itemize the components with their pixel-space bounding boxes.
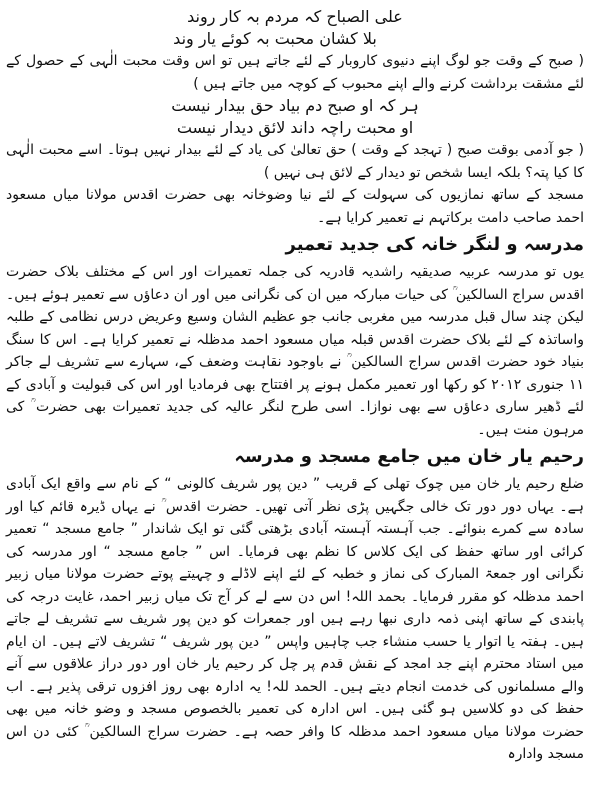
paragraph-rahim-yar-khan: ضلع رحیم یار خان میں چوک تھلی کے قریب ” دین پور شریف کالونی “ کے نام سے واقع ایک آبادی ہے۔ یہاں دور دور تک خالی جگہیں پڑی نظر آتی تھیں۔ حضرت اقدس ؒ نے یہاں ڈیرہ قائم کیا اور سادہ سے کمرے بنوائے۔ جب آہستہ آہستہ آبادی بڑھتی گئی تو ایک شاندار ” جامع مسجد “ تعمیر کرائی اور ساتھ حفظ کی ایک کلاس کا نظم بھی فرمایا۔ اس ” جامع مسجد “ اور مدرسہ کی نگرانی اور جمعۃ المبارک کی نماز و خطبہ کے لئے اپنے لاڈلے و چہیتے پوتے حضرت مولانا میاں زبیر احمد مدظلہ کو مقرر فرمایا۔ بحمد اللہ! اس دن سے لے کر آج تک میاں زبیر احمد، غایت درجہ کی پابندی کے ساتھ اپنی ذمہ داری نبھا رہے ہیں اور جمعرات کو دین پور شریف سے تشریف لے جاتے ہیں۔ ہفتہ یا اتوار یا حسب منشاء جب چاہیں واپس ” دین پور شریف “ تشریف لاتے ہیں۔ ان ایام میں استاد محترم اپنے جد امجد کے نقش قدم پر چل کر رحیم یار خان اور دور دراز علاقوں سے آنے والے مسلمانوں کی خدمت انجام دیتے ہیں۔ الحمد للہ! یہ ادارہ بھی روز افزوں ترقی پذیر ہے۔ اب حفظ کی دو کلاسیں ہو گئی ہیں۔ اس ادارہ کی تعمیر بالخصوص مسجد و وضو خانہ میں بھی حضرت مولانا میاں مسعود احمد مدظلہ کا وافر حصہ ہے۔ حضرت سراج السالکین ؒ کئی دن اس مسجد وادارہ bbox=[6, 476, 584, 762]
paragraph-masjid-wuzukhana: مسجد کے ساتھ نمازیوں کی سہولت کے لئے نیا وضوخانہ بھی حضرت اقدس مولانا میاں مسعود احمد صاحب دامت برکاتہم نے تعمیر کرایا ہے۔ bbox=[6, 187, 584, 226]
verse-translation: ( جو آدمی بوقت صبح ( تہجد کے وقت ) حق تعالیٰ کی یاد کے لئے بیدار نہیں ہوتا۔ اسے محبت الٰہی کا کیا پتہ؟ بلکہ ایسا شخص تو دیدار کے لائق ہی نہیں ) bbox=[6, 142, 584, 181]
section-heading-rahim-yar-khan: رحیم یار خان میں جامع مسجد و مدرسہ bbox=[234, 446, 584, 467]
persian-verse-line: علی الصباح کہ مردم بہ کار روند bbox=[187, 7, 403, 26]
persian-verse-line: او محبت راچہ داند لائق دیدار نیست bbox=[176, 118, 414, 137]
verse-translation: ( صبح کے وقت جو لوگ اپنے دنیوی کاروبار کے لئے جاتے ہیں تو اس وقت محبت الٰہی کے حصول کے لئے مشقت برداشت کرنے والے اپنے محبوب کے کوچہ میں جاتے ہیں ) bbox=[6, 53, 584, 92]
persian-verse-line: ہر کہ او صبح دم بیاد حق بیدار نیست bbox=[171, 96, 419, 115]
section-heading-madrasa-langar: مدرسہ و لنگر خانہ کی جدید تعمیر bbox=[285, 234, 584, 255]
persian-verse-line: بلا کشان محبت بہ کوئے یار وند bbox=[173, 29, 377, 48]
paragraph-madrasa-construction: یوں تو مدرسہ عربیہ صدیقیہ راشدیہ قادریہ کی جملہ تعمیرات اور اس کے مختلف بلاک حضرت اقدس سراج السالکین ؒ کی حیات مبارکہ میں ان کی نگرانی میں اور ان دعاؤں سے تعمیر ہوئے ہیں۔ لیکن چند سال قبل مدرسہ میں مغربی جانب جو عظیم الشان وسیع وعریض درس نظامی کے طلبہ واساتذہ کے لئے بلاک حضرت اقدس قبلہ میاں مسعود احمد مدظلہ نے تعمیر کرایا ہے۔ اس کا سنگ بنیاد خود حضرت اقدس سراج السالکین ؒ نے باوجود نقاہت وضعف کے، سہارے سے تشریف لے جاکر ۱۱ جنوری ۲۰۱۲ کو رکھا اور تعمیر مکمل ہونے پر افتتاح بھی فرمادیا اور اس کی قبولیت و آبادی کے لئے ڈھیر ساری دعاؤں سے بھی نوازا۔ اسی طرح لنگر عالیہ کی جدید تعمیرات بھی حضرت ؒ کی مرہون منت ہیں۔ bbox=[6, 264, 584, 438]
document-page bbox=[6, 6, 584, 794]
